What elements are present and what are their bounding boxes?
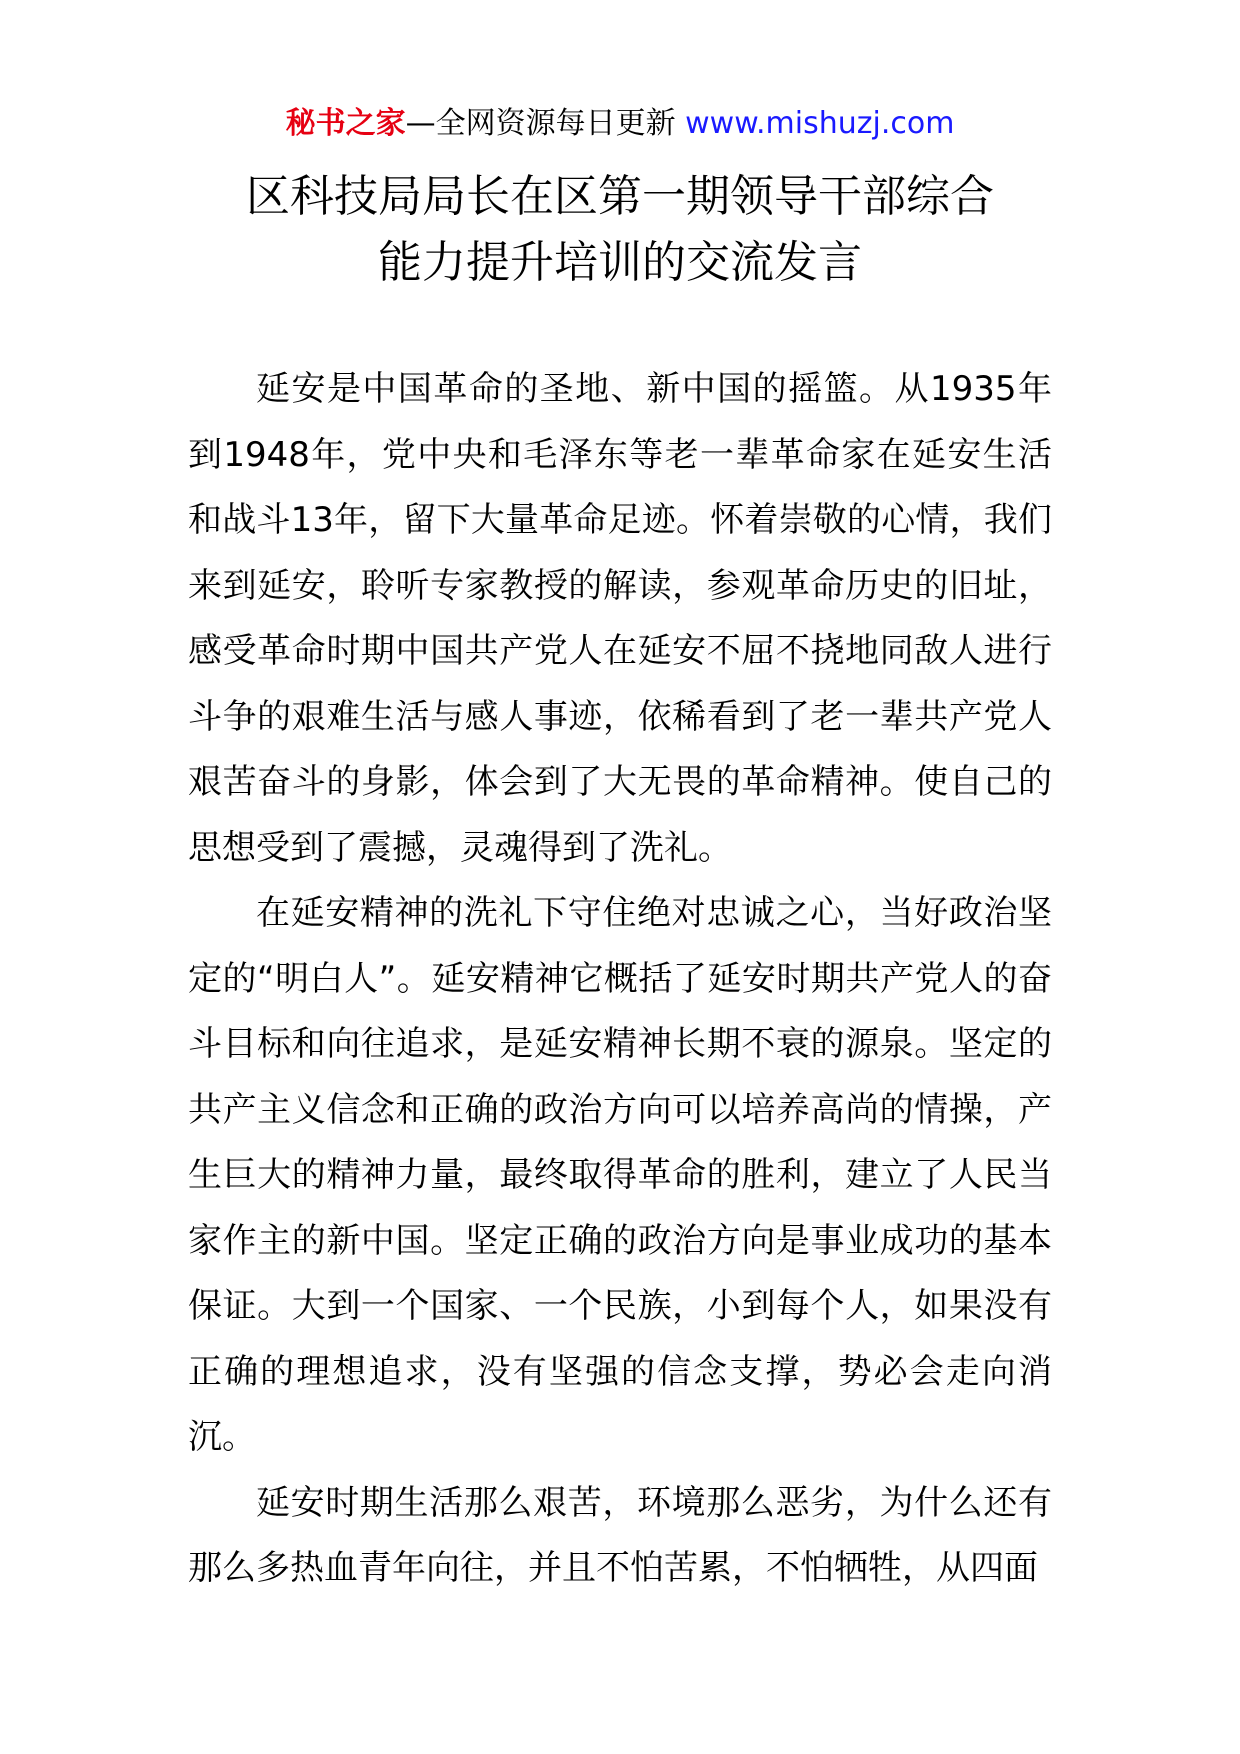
document-title (0, 164, 1240, 296)
title-line-2: 能力提升培训的交流发言 (378, 237, 862, 288)
site-url-link[interactable]: www.mishuzj.com (685, 106, 955, 141)
body-paragraph: 在延安精神的洗礼下守住绝对忠诚之心，当好政治坚定的“明白人”。延安精神它概括了延安时期共产党人的奋斗目标和向往追求，是延安精神长期不衰的源泉。坚定的共产主义信念和正确的政治方向可以培养高尚的情操，产生巨大的精神力量，最终取得革命的胜利，建立了人民当家作主的新中国。坚定正确的政治方向是事业成功的基本保证。大到一个国家、一个民族，小到每个人，如果没有正确的理想追求，没有坚强的信念支撑，势必会走向消沉。 (188, 893, 1052, 1457)
site-header (0, 104, 1240, 144)
document-body (188, 357, 1052, 1602)
body-paragraph: 延安是中国革命的圣地、新中国的摇篮。从1935年到1948年，党中央和毛泽东等老一辈革命家在延安生活和战斗13年，留下大量革命足迹。怀着崇敬的心情，我们来到延安，聆听专家教授的解读，参观革命历史的旧址，感受革命时期中国共产党人在延安不屈不挠地同敌人进行斗争的艰难生活与感人事迹，依稀看到了老一辈共产党人艰苦奋斗的身影，体会到了大无畏的革命精神。使自己的思想受到了震撼，灵魂得到了洗礼。 (188, 369, 1052, 868)
site-brand: 秘书之家 (285, 106, 406, 141)
title-line-1: 区科技局局长在区第一期领导干部综合 (246, 171, 994, 222)
body-paragraph: 延安时期生活那么艰苦，环境那么恶劣，为什么还有那么多热血青年向往，并且不怕苦累，不怕牺牲，从四面 (188, 1482, 1052, 1588)
site-tagline: —全网资源每日更新 (405, 106, 686, 141)
